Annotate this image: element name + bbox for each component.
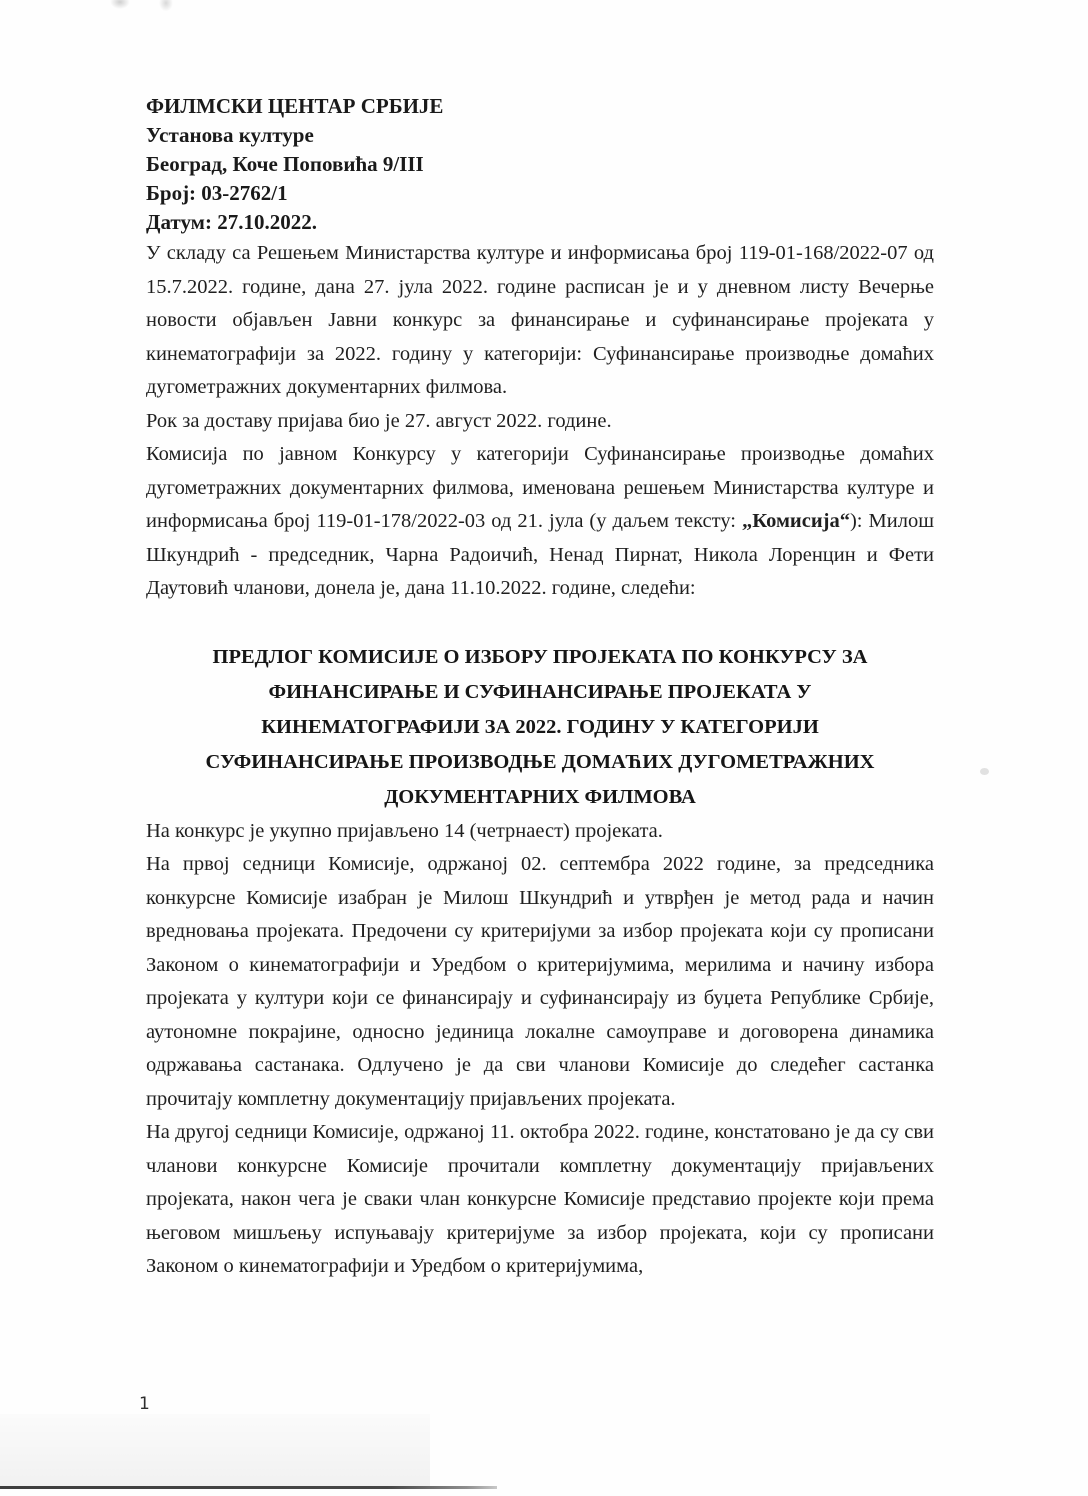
commission-bold-term: „Комисија“ xyxy=(742,510,850,532)
document-content xyxy=(146,0,934,1284)
org-type: Установа културе xyxy=(146,123,314,147)
proposal-heading: ПРЕДЛОГ КОМИСИЈЕ О ИЗБОРУ ПРОЈЕКАТА ПО КОНКУРСУ ЗА ФИНАНСИРАЊЕ И СУФИНАНСИРАЊЕ ПРОЈЕКАТА У КИНЕМАТОГРАФИЈИ ЗА 2022. ГОДИНУ У КАТЕГОРИЈИ СУФИНАНСИРАЊЕ ПРОИЗВОДЊЕ ДОМАЋИХ ДУГОМЕТРАЖНИХ ДОКУМЕНТАРНИХ ФИЛМОВА xyxy=(205,645,875,808)
commission-text-before: Комисија по јавном Конкурсу у категорији Суфинансирање производње домаћих дугометражних документарних филмова, именована решењем Министарства културе и информисања број 119-01-178/2022-03 од 21. јула (у даљем тексту: xyxy=(146,443,934,532)
org-address: Београд, Коче Поповића 9/III xyxy=(146,152,424,176)
first-session-paragraph: На првој седници Комисије, одржаној 02. септембра 2022 године, за председника конкурсне Комисије изабран је Милош Шкундрић и утврђен је метод рада и начин вредновања пројеката. Предочени су критеријуми за избор пројеката који су прописани Законом о кинематографији и Уредбом о критеријумима, мерилима и начину избора пројеката у култури који се финансирају и суфинансирају из буџета Републике Србије, аутономне покрајине, односно јединица локалне самоуправе и договорена динамика одржавања састанака. Одлучено је да сви чланови Комисије до следећег састанка прочитају комплетну документацију пријављених пројеката. xyxy=(146,853,934,1110)
page-number: 1 xyxy=(139,1394,150,1414)
scan-shade-artifact xyxy=(0,1414,430,1486)
letterhead xyxy=(146,92,934,237)
total-projects-paragraph: На конкурс је укупно пријављено 14 (четрнаест) пројеката. xyxy=(146,819,663,842)
scan-line-artifact xyxy=(0,1486,497,1489)
ref-number: Број: 03-2762/1 xyxy=(146,181,288,205)
deadline-paragraph: Рок за доставу пријава био је 27. август 2022. године. xyxy=(146,409,612,432)
intro-paragraph: У складу са Решењем Министарства културе и информисања број 119-01-168/2022-07 од 15.7.2022. године, дана 27. јула 2022. године расписан је и у дневном листу Вечерње новости објављен Јавни конкурс за финансирање и суфинансирање пројеката у кинематографији за 2022. годину у категорији: Суфинансирање производње домаћих дугометражних документарних филмова. xyxy=(146,242,934,398)
doc-date: Датум: 27.10.2022. xyxy=(146,210,317,234)
commission-text-after: ): Милош Шкундрић - председник, Чарна Радоичић, Ненад Пирнат, Никола Лоренцин и Фети Даутовић чланови, донела је, дана 11.10.2022. године, следећи: xyxy=(146,510,934,599)
second-session-paragraph: На другој седници Комисије, одржаној 11. октобра 2022. године, констатовано је да су сви чланови конкурсне Комисије прочитали комплетну документацију пријављених пројеката, након чега је сваки члан конкурсне Комисије представио пројекте који према његовом мишљењу испуњавају критеријуме за избор пројеката, који су прописани Законом о кинематографији и Уредбом о критеријумима, xyxy=(146,1121,934,1277)
commission-paragraph xyxy=(146,438,934,606)
org-name: ФИЛМСКИ ЦЕНТАР СРБИЈЕ xyxy=(146,94,444,118)
scan-dot-artifact xyxy=(980,768,989,775)
